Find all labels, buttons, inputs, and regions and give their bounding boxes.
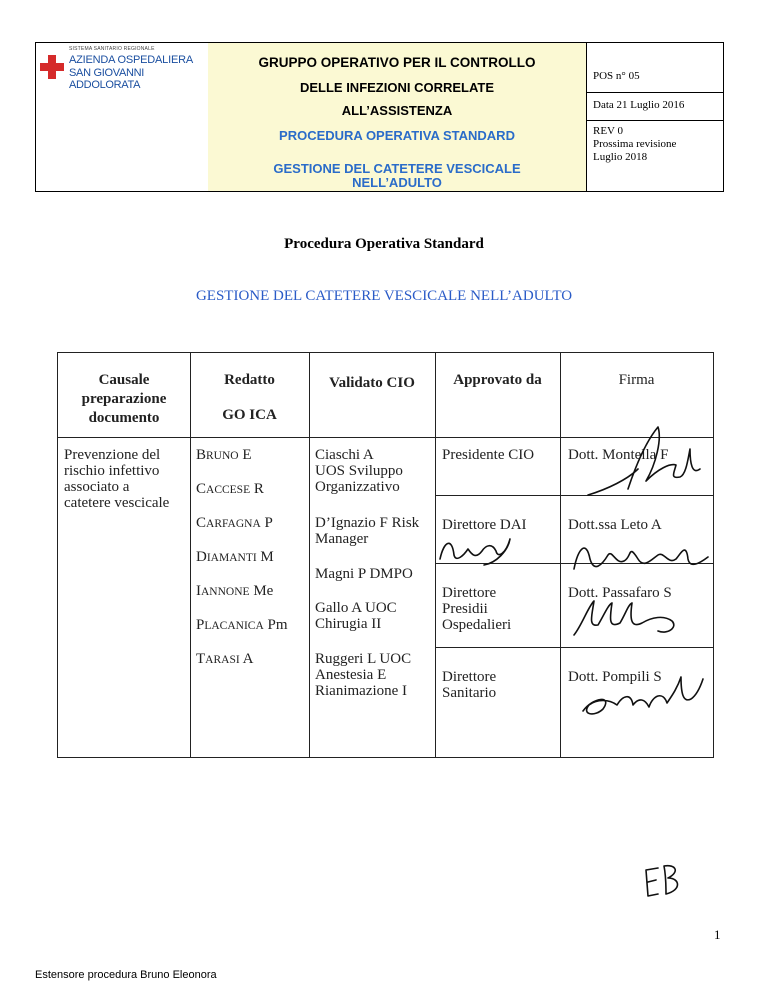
document-header xyxy=(35,42,724,192)
header-go-ica: GO ICA xyxy=(222,407,277,423)
procedure-title-1: GESTIONE DEL CATETERE VESCICALE xyxy=(273,161,521,176)
firma-4: Dott. Pompili S xyxy=(568,669,662,685)
validato-block-4: Gallo A UOC Chirugia II xyxy=(315,600,397,632)
hospital-logo xyxy=(36,43,209,191)
signature-passafaro xyxy=(568,595,698,641)
group-line-3: ALL’ASSISTENZA xyxy=(341,103,453,118)
document-date: Data 21 Luglio 2016 xyxy=(593,99,685,111)
pos-number: POS n° 05 xyxy=(593,70,640,82)
logo-system-text: SISTEMA SANITARIO REGIONALE xyxy=(69,46,155,52)
document-subtitle: GESTIONE DEL CATETERE VESCICALE NELL’ADULTO xyxy=(195,288,573,304)
header-meta xyxy=(587,43,723,191)
approvato-2: Direttore DAI xyxy=(442,517,527,533)
red-cross-icon xyxy=(40,55,64,79)
header-title-block xyxy=(208,43,587,191)
approvato-1: Presidente CIO xyxy=(442,447,535,463)
logo-line1: AZIENDA OSPEDALIERA xyxy=(69,54,193,66)
validato-block-2: D’Ignazio F Risk Manager xyxy=(315,515,420,547)
page-number: 1 xyxy=(714,927,721,942)
redatto-name-6: PLACANICA Pm xyxy=(196,617,288,633)
header-redatto: Redatto xyxy=(224,372,275,388)
approval-table xyxy=(57,352,714,758)
header-approvato: Approvato da xyxy=(453,372,542,388)
procedure-title-2: NELL’ADULTO xyxy=(352,175,442,190)
redatto-name-3: CARFAGNA P xyxy=(196,515,273,531)
validato-block-1: Ciaschi A UOS Sviluppo Organizzativo xyxy=(315,447,403,495)
approvato-3: Direttore Presidii Ospedalieri xyxy=(442,585,512,633)
validato-block-3: Magni P DMPO xyxy=(315,566,413,582)
next-revision-label: Prossima revisione xyxy=(593,138,677,150)
footer-author: Estensore procedura Bruno Eleonora xyxy=(35,969,217,981)
revision: REV 0 xyxy=(593,125,624,137)
validato-block-5: Ruggeri L UOC Anestesia E Rianimazione I xyxy=(315,651,412,699)
logo-line2: SAN GIOVANNI ADDOLORATA xyxy=(69,67,145,91)
next-revision-date: Luglio 2018 xyxy=(593,151,648,163)
signature-dai xyxy=(436,529,516,569)
firma-2: Dott.ssa Leto A xyxy=(568,517,662,533)
redatto-name-7: TARASI A xyxy=(196,651,254,667)
approvato-4: Direttore Sanitario xyxy=(442,669,497,701)
header-firma: Firma xyxy=(618,372,655,388)
firma-1: Dott. Montella F xyxy=(568,447,669,463)
document-title: Procedura Operativa Standard xyxy=(284,236,484,252)
redatto-name-2: CACCESE R xyxy=(196,481,264,497)
header-causale: Causale preparazione documento xyxy=(81,372,167,426)
header-validato: Validato CIO xyxy=(329,375,415,391)
initials-mark xyxy=(640,860,686,900)
firma-3: Dott. Passafaro S xyxy=(568,585,672,601)
procedure-type: PROCEDURA OPERATIVA STANDARD xyxy=(279,128,515,143)
group-line-2: DELLE INFEZIONI CORRELATE xyxy=(299,80,495,95)
causale-text: Prevenzione del rischio infettivo associato a catetere vescicale xyxy=(64,447,170,511)
signature-pompili xyxy=(573,669,708,721)
redatto-name-4: DIAMANTI M xyxy=(196,549,274,565)
group-line-1: GRUPPO OPERATIVO PER IL CONTROLLO xyxy=(258,55,536,70)
redatto-name-5: IANNONE Me xyxy=(196,583,274,599)
signature-leto xyxy=(568,529,713,577)
redatto-name-1: BRUNO E xyxy=(196,447,252,463)
signature-montella xyxy=(578,419,708,499)
